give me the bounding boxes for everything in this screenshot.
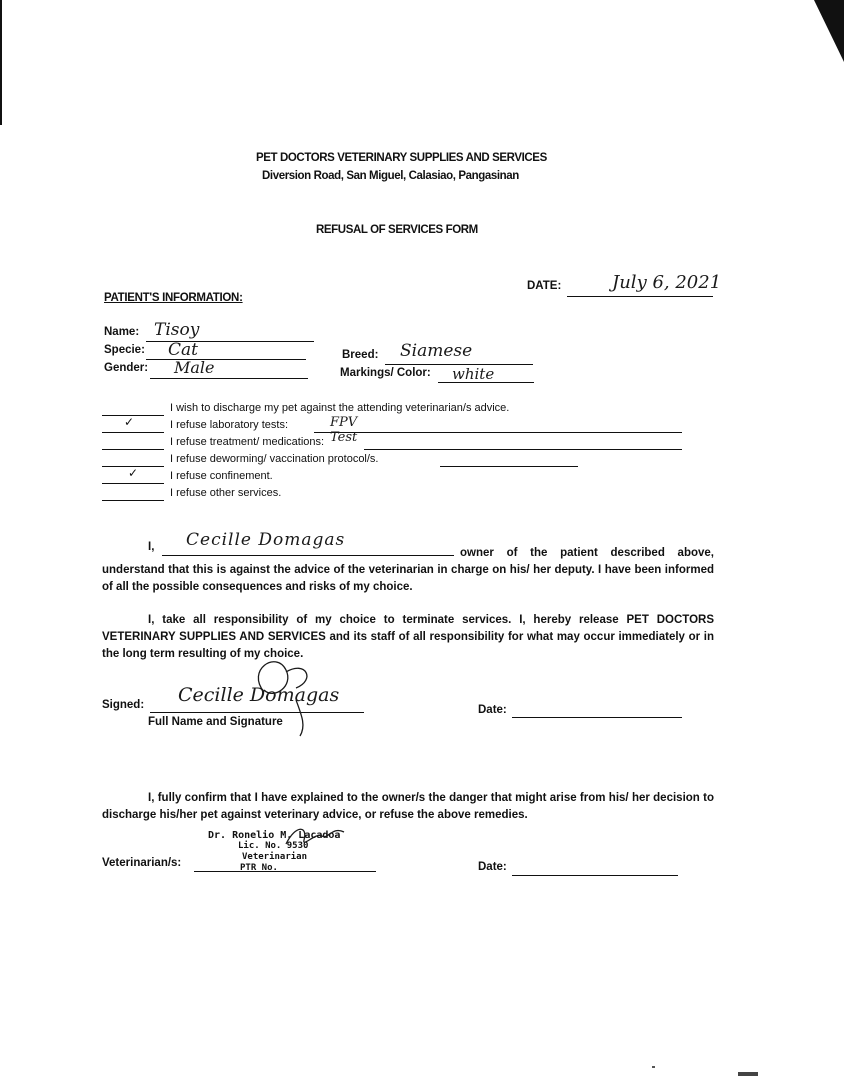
stamp-ptr: PTR No.: [240, 863, 278, 873]
owner-date-line: [512, 717, 682, 718]
option-checkbox-line[interactable]: [102, 436, 164, 450]
scan-speck: [652, 1066, 655, 1068]
owner-signature-value: Cecille Domagas: [178, 684, 340, 706]
date-value: July 6, 2021: [612, 272, 722, 293]
name-label: Name:: [104, 326, 140, 338]
statement-rest: owner of the patient described above, understand that this is against the advice of the veterinarian in charge on his/ her deputy. I have been informed of all the possible consequences and risks of my choice.: [102, 547, 714, 593]
breed-value: Siamese: [400, 341, 473, 361]
option-checkbox-line[interactable]: [102, 487, 164, 501]
signed-label: Signed:: [102, 699, 145, 711]
option-label: I refuse treatment/ medications:: [170, 436, 325, 448]
name-value: Tisoy: [154, 320, 200, 340]
breed-label: Breed:: [342, 349, 379, 361]
option-check-mark: ✓: [124, 415, 135, 429]
date-label: DATE:: [527, 280, 562, 292]
stamp-title: Veterinarian: [242, 852, 308, 862]
gender-label: Gender:: [104, 362, 149, 374]
statement-i-label: I,: [148, 541, 155, 553]
statement-text: [102, 545, 714, 596]
stamp-doctor-name: Dr. Ronelio M. Lacadoa: [208, 830, 341, 841]
gender-value: Male: [174, 358, 215, 377]
option-detail-line: [364, 449, 682, 450]
specie-value: Cat: [168, 340, 198, 360]
signature-caption: Full Name and Signature: [148, 716, 283, 728]
release-statement: I, take all responsibility of my choice to terminate services. I, hereby release PET DOCTORS VETERINARY SUPPLIES AND SERVICES and its staff of all responsibility for what may occur immediately or in the long term resulting of my choice.: [102, 614, 714, 660]
owner-date-label: Date:: [478, 704, 507, 716]
option-detail-line: [314, 432, 682, 433]
option-checkbox-line[interactable]: [102, 453, 164, 467]
option-check-mark: ✓: [128, 466, 139, 480]
option-label: I refuse laboratory tests:: [170, 419, 288, 431]
vet-statement: I, fully confirm that I have explained to the owner/s the danger that might arise from his/ her decision to discharge his/her pet against veterinary advice, or refuse the above remedies.: [102, 792, 714, 821]
veterinarian-label: Veterinarian/s:: [102, 857, 182, 869]
option-checkbox-line[interactable]: [102, 402, 164, 416]
owner-name-value: Cecille Domagas: [186, 530, 346, 550]
company-address: Diversion Road, San Miguel, Calasiao, Pangasinan: [262, 170, 519, 182]
scan-speck: [738, 1072, 758, 1076]
option-detail-value: FPV Test: [330, 415, 358, 445]
option-label: I refuse other services.: [170, 487, 282, 499]
patient-info-heading: PATIENT'S INFORMATION:: [104, 292, 243, 304]
vet-date-label: Date:: [478, 861, 507, 873]
option-detail-line: [440, 466, 578, 467]
color-value: white: [452, 365, 495, 383]
vet-date-line: [512, 875, 678, 876]
option-label: I refuse deworming/ vaccination protocol/s.: [170, 453, 379, 465]
option-label: I wish to discharge my pet against the attending veterinarian/s advice.: [170, 402, 510, 414]
stamp-license: Lic. No. 9530: [238, 841, 309, 851]
gender-line: [150, 378, 308, 379]
scan-corner-mark: [0, 0, 2, 125]
form-title: REFUSAL OF SERVICES FORM: [316, 224, 478, 236]
company-name: PET DOCTORS VETERINARY SUPPLIES AND SERVICES: [256, 152, 547, 164]
vet-signature-scribble: [282, 818, 352, 858]
scan-corner-triangle: [814, 0, 844, 62]
option-label: I refuse confinement.: [170, 470, 273, 482]
color-label: Markings/ Color:: [340, 367, 431, 379]
date-line: [567, 296, 713, 297]
specie-label: Specie:: [104, 344, 145, 356]
